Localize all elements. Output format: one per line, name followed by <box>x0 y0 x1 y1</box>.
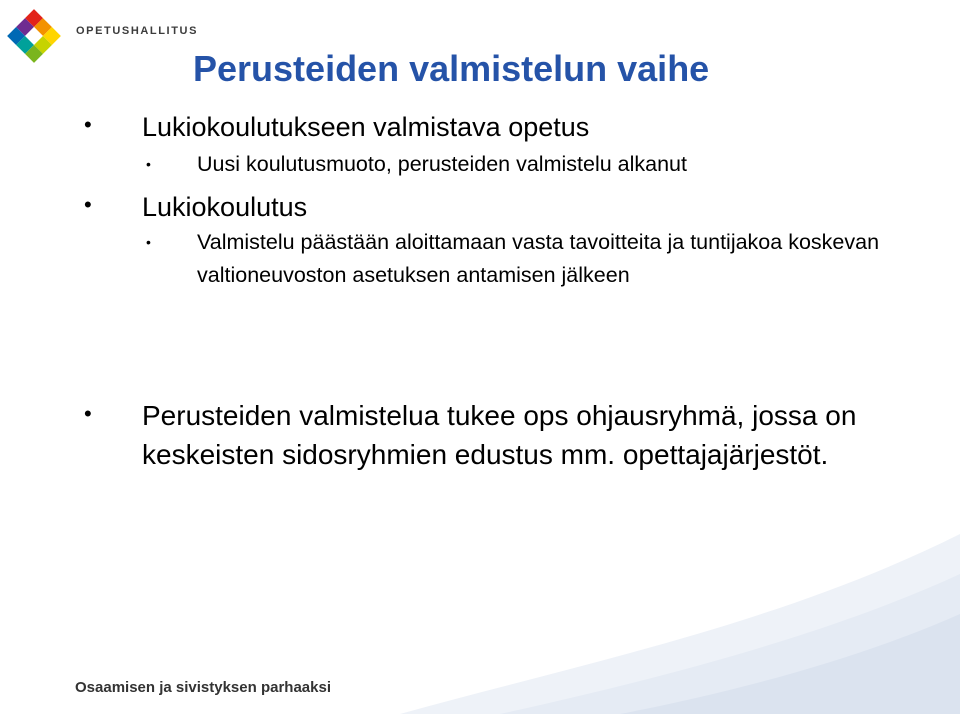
slide-title: Perusteiden valmistelun vaihe <box>193 48 710 89</box>
sub-bullet-dot: • <box>146 156 151 172</box>
bullet-text: Lukiokoulutukseen valmistava opetus <box>142 112 590 142</box>
decorative-swoosh-icon <box>360 514 960 714</box>
bullet-dot: • <box>84 192 92 217</box>
footer-slogan: Osaamisen ja sivistyksen parhaaksi <box>75 679 331 696</box>
opetushallitus-logo-icon <box>6 8 62 64</box>
org-name: OPETUSHALLITUS <box>76 25 199 37</box>
sub-bullet-text: Uusi koulutusmuoto, perusteiden valmistelu alkanut <box>197 152 687 176</box>
sub-bullet-text: Valmistelu päästään aloittamaan vasta tavoitteita ja tuntijakoa koskevan valtioneuvoston asetuksen antamisen jälkeen <box>197 230 880 287</box>
main-point-text: Perusteiden valmistelua tukee ops ohjausryhmä, jossa on keskeisten sidosryhmien edustus mm. opettajajärjestöt. <box>142 400 857 470</box>
sub-bullet-dot: • <box>146 234 151 250</box>
bullet-dot: • <box>84 112 92 137</box>
bullet-dot: • <box>84 401 92 426</box>
bullet-text: Lukiokoulutus <box>142 192 308 222</box>
